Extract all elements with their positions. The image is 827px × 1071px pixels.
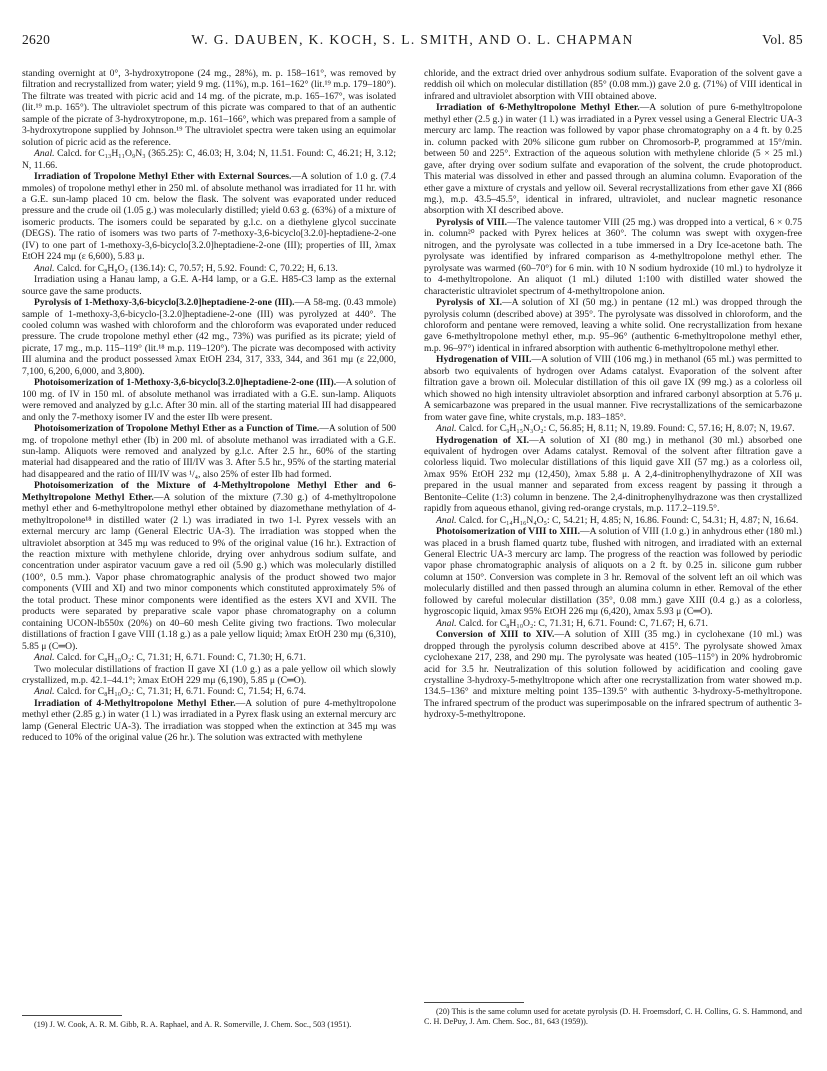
paragraph — [22, 171, 396, 263]
section-heading: Irradiation of 6-Methyltropolone Methyl Ether. — [436, 102, 640, 114]
section-heading: Pyrolysis of 1-Methoxy-3,6-bicyclo[3.2.0]heptadiene-2-one (III). — [34, 297, 295, 309]
paragraph — [22, 664, 396, 687]
analysis-label: Anal. — [34, 686, 55, 698]
paragraph-text: —A solution of VIII (106 mg.) in methanol (65 ml.) was permitted to absorb two equivalents of hydrogen over Adams catalyst. Evaporation of the solvent after filtration gave a brown oil. Molecular distillation of this oil gave IX (99 mg.) as a colorless oil which showed no high intensity ultraviolet absorption and infrared carbonyl absorption at 5.76 μ. A semicarbazone was prepared in the usual manner. Five recrystallizations of the semicarbazone from water gave fine, white crystals, m.p. 183–185°. — [424, 354, 802, 423]
paragraph-text: Calcd. for C₈H₁₀O₂: C, 71.31; H, 6.71. Found: C, 71.30; H, 6.71. — [54, 652, 306, 664]
paragraph-text: —A 58-mg. (0.43 mmole) sample of 1-methoxy-3,6-bicyclo-[3.2.0]heptadiene-2-one (III) was pyrolyzed at 440°. The cooled column was washed with chloroform and the chloroform was evaporated under reduced pressure. The crude tropolone methyl ether (42 mg., 73%) was purified as its picrate; yield of picrate, 17 mg., m.p. 115–119° (lit.¹⁸ m.p. 119–120°). The picrate was decomposed with activity III alumina and the product possessed λmax EtOH 234, 317, 333, 344, and 361 mμ (ε 22,000, 7,100, 6,200, 6,000, and 3,800). — [22, 297, 396, 377]
paragraph — [424, 515, 802, 526]
paragraph-text: —A solution of 100 mg. of IV in 150 ml. of absolute methanol was irradiated with a G.E. sun-lamp. Aliquots were removed and analyzed by g.l.c. After 30 min. all of the starting material III had disappeared and only the 7-methoxy isomer IV and the ester IIb were present. — [22, 377, 397, 423]
section-heading: Hydrogenation of XI. — [436, 434, 530, 446]
paragraph — [424, 423, 802, 434]
analysis-label: Anal. — [34, 652, 55, 664]
paragraph — [424, 102, 802, 217]
analysis-label: Anal. — [34, 148, 55, 160]
analysis-label: Anal. — [436, 617, 457, 629]
paragraph — [22, 263, 396, 274]
paragraph — [424, 354, 802, 423]
analysis-label: Anal. — [34, 262, 55, 274]
paragraph-text: Calcd. for C₉H₁₅N₃O₂: C, 56.85; H, 8.11; N, 19.89. Found: C, 57.16; H, 8.07; N, 19.67. — [456, 423, 795, 435]
footnote-rule-left — [22, 1015, 122, 1016]
paragraph — [22, 480, 396, 652]
footnote-19: (19) J. W. Cook, A. R. M. Gibb, R. A. Raphael, and A. R. Somerville, J. Chem. Soc., 503 (1951). — [34, 1020, 352, 1029]
paragraph-text: —A solution of XI (80 mg.) in methanol (30 ml.) absorbed one equivalent of hydrogen over Adams catalyst. Removal of the solvent after filtration gave a colorless liquid. Two molecular distillations of this liquid gave XII (57 mg.) as a colorless oil, λmax 95% EtOH 232 mμ (12,450), λmax 5.88 μ. A 2,4-dinitrophenylhydrazone of XII was prepared in the usual manner and separated from excess reagent by passing it through a Bentonite–Celite (1:3) column in benzene. The 2,4-dinitrophenylhydrazone was then crystallized rapidly from aqueous ethanol, giving red-orange crystals, m.p. 117.2–119.5°. — [424, 434, 802, 515]
paragraph — [424, 526, 802, 618]
paragraph-text: chloride, and the extract dried over anhydrous sodium sulfate. Evaporation of the solvent gave a reddish oil which on molecular distillation (85° (0.08 mm.)) gave 2.0 g. (71%) of VIII identical in infrared and ultraviolet absorption with VIII obtained above. — [424, 68, 802, 102]
paragraph-text: —A solution of 500 mg. of tropolone methyl ether (Ib) in 200 ml. of absolute methanol was irradiated with a G.E. sun-lamp. Aliquots were removed and analyzed by g.l.c. After 2.5 hr., 60% of the starting material had disappeared and the ratio of III/IV was 3. After 5.5 hr., 95% of the starting material had disappeared and the ratio of III/IV was ¹/₄, also 25% of ester IIb had formed. — [22, 423, 396, 480]
footnote-left — [22, 1020, 396, 1030]
paragraph — [424, 68, 802, 102]
page-header — [22, 32, 803, 54]
paragraph — [424, 618, 802, 629]
paragraph — [424, 629, 802, 721]
paragraph-text: —A solution of the mixture (7.30 g.) of 4-methyltropolone methyl ether and 6-methyltropolone methyl ether obtained by diazomethane methylation of 4-methyltropolone¹⁸ in distilled water (2 l.) was irradiated in two 1-l. Pyrex vessels with an external mercury arc lamp (General Electric UA-3). The irradiation was stopped when the ultraviolet absorption at 345 mμ was reduced to 9% of the original value (16 hr.). Extraction of the reaction mixture with methylene chloride, drying over anhydrous sodium sulfate, and concentration under aspirator vacuum gave a red oil (5.90 g.) which was molecularly distilled (100°, 0.5 mm.). Vapor phase chromatographic analysis of the product showed two major components (VIII and XI) and two minor components which constituted approximately 5% of the total product. These minor components were identified as the esters XVI and XVII. The products were separated by preparative scale vapor phase chromatography on a column containing UCON-lb550x (20%) on 40–60 mesh Celite giving two fractions. Two molecular distillations of fraction I gave VIII (1.18 g.) as a pale yellow liquid; λmax EtOH 230 mμ (6,310), 5.85 μ (C═O). — [22, 491, 396, 652]
paragraph-text: Calcd. for C₈H₁₀O₂: C, 71.31; H, 6.71. Found: C, 71.54; H, 6.74. — [54, 686, 306, 698]
paragraph — [424, 435, 802, 515]
paragraph — [22, 652, 396, 663]
section-heading: Pyrolysis of VIII. — [436, 216, 508, 228]
footnote-20: (20) This is the same column used for acetate pyrolysis (D. H. Froemsdorf, C. H. Collins, G. S. Hammond, and C. H. DePuy, J. Am. Chem. Soc., 81, 643 (1959)). — [424, 1007, 802, 1026]
paragraph-text: Calcd. for C₁₄H₁₆N₄O₅: C, 54.21; H, 4.85; N, 16.86. Found: C, 54.31; H, 4.87; N, 16.64. — [456, 514, 799, 526]
paragraph-text: Calcd. for C₈H₈O₂ (136.14): C, 70.57; H, 5.92. Found: C, 70.22; H, 6.13. — [54, 262, 338, 274]
paragraph-text: —A solution of XI (50 mg.) in pentane (12 ml.) was dropped through the pyrolysis column (described above) at 395°. The pyrolysate was dissolved in chloroform, and the chloroform and pentane were removed, leaving a white solid. One recrystallization from hexane gave 6-methyltropolone methyl ether, m.p. 95–96° (authentic 6-methyltropolone methyl ether, m.p. 96–97°) identical in infrared absorption with authentic 6-methyltropolone methyl ether. — [424, 297, 803, 354]
page-number: 2620 — [22, 32, 51, 47]
paragraph-text: Two molecular distillations of fraction II gave XI (1.0 g.) as a pale yellow oil which slowly crystallized, m.p. 42.1–44.1°; λmax EtOH 229 mμ (6,190), 5.85 μ (C═O). — [22, 663, 396, 687]
section-heading: Pyrolysis of XI. — [436, 297, 502, 309]
volume-label: Vol. 85 — [762, 32, 803, 47]
section-heading: Photoisomerization of the Mixture of 4-Methyltropolone Methyl Ether and 6-Methyltropolone Methyl Ether. — [22, 480, 396, 503]
right-column — [424, 68, 802, 721]
section-heading: Irradiation of Tropolone Methyl Ether with External Sources. — [34, 171, 292, 183]
paragraph-text: standing overnight at 0°, 3-hydroxytropone (24 mg., 28%), m. p. 158–161°, was removed by filtration and recrystallized from water; yield 9 mg. (11%), m.p. 161–162° (lit.¹⁹ m.p. 179–180°). The filtrate was treated with picric acid and 14 mg. of the picrate, m.p. 165–167°, was isolated (lit.¹⁹ m.p. 165°). The ultraviolet spectrum of this picrate was compared to that of an authentic sample of the picrate of 3-hydroxytropone, m.p. 161–166°, which was prepared from a sample of 3-hydroxytropone supplied by Johnson.¹⁹ The ultraviolet spectra were taken using an equimolar solution of picric acid as the reference. — [22, 68, 396, 148]
section-heading: Hydrogenation of VIII. — [436, 354, 532, 366]
paragraph-text: —A solution of 1.0 g. (7.4 mmoles) of tropolone methyl ether in 250 ml. of absolute methanol was irradiated for 11 hr. with a G.E. sun-lamp placed 10 cm. below the flask. The solvent was evaporated under reduced pressure and the crude oil (1.05 g.) was molecularly distilled; yield 0.63 g. (63%) of a mixture of isomeric products. The isomers could be separated by g.l.c. on a diethylene glycol succinate (DEGS). The ratio of isomers was two parts of 7-methoxy-3,6-bicyclo[3.2.0]-heptadiene-2-one (IV) to one part of 1-methoxy-3,6-bicyclo[3.2.0]heptadiene-2-one (III); properties of III, λmax EtOH 224 mμ (ε 6,600), 5.83 μ. — [22, 171, 396, 263]
paragraph-text: —A solution of pure 6-methyltropolone methyl ether (2.5 g.) in water (1 l.) was irradiated in a Pyrex vessel using a General Electric UA-3 mercury arc lamp. The reaction was followed by vapor phase chromatography on a 4 ft. by 0.25 in. column packed with 20% silicone gum rubber on Chromosorb-P, programmed at 15°/min. between 50 and 225°. Extraction of the aqueous solution with methylene chloride (5 × 25 ml.) gave, after drying over sodium sulfate and evaporation of the solvent, the crude photoproduct. This material was dissolved in ether and passed through an alumina column. Evaporation of the ether gave a mixture of crystals and yellow oil. Several recrystallizations from ether gave XI (866 mg.), m.p. 43.5–45.5°, identical in infrared, ultraviolet, and nuclear magnetic resonance absorption with XI described above. — [424, 102, 802, 217]
paragraph — [424, 297, 802, 354]
left-column — [22, 68, 396, 744]
paragraph — [22, 686, 396, 697]
paragraph — [22, 148, 396, 171]
paragraph — [22, 297, 396, 377]
paragraph-text: —The valence tautomer VIII (25 mg.) was dropped into a vertical, 6 × 0.75 in. column²⁰ packed with Pyrex helices at 360°. The column was swept with oxygen-free nitrogen, and the pyrolysate was collected in a tube immersed in a Dry Ice-acetone bath. The pyrolysate was identified by infrared comparison as 4-methyltropolone methyl ether. The pyrolysate was warmed (60–70°) for 6 min. with 10 N sodium hydroxide (10 ml.) to hydrolyze it to 4-methyltropolone. An aliquot (1 ml.) diluted 1:100 with distilled water showed the characteristic ultraviolet spectrum of 4-methyltropolone anion. — [424, 216, 802, 297]
paragraph-text: Calcd. for C₈H₁₀O₂: C, 71.31; H, 6.71. Found: C, 71.67; H, 6.71. — [456, 617, 708, 629]
section-heading: Conversion of XIII to XIV. — [436, 629, 555, 641]
section-heading: Irradiation of 4-Methyltropolone Methyl Ether. — [34, 697, 236, 709]
section-heading: Photoisomerization of 1-Methoxy-3,6-bicyclo[3.2.0]heptadiene-2-one (III). — [34, 377, 337, 389]
analysis-label: Anal. — [436, 423, 457, 435]
section-heading: Photoisomerization of Tropolone Methyl Ether as a Function of Time. — [34, 423, 320, 435]
paragraph — [424, 217, 802, 297]
running-title: W. G. DAUBEN, K. KOCH, S. L. SMITH, AND O. L. CHAPMAN — [191, 32, 634, 47]
paragraph-text: —A solution of XIII (35 mg.) in cyclohexane (10 ml.) was dropped through the pyrolysis column described above at 415°. The pyrolysate showed λmax cyclohexane 217, 238, and 290 mμ. The pyrolysate was heated (105–115°) in 20% hydrobromic acid for 3.5 hr. Neutralization of this solution followed by acidification and cooling gave crystalline 3-hydroxy-5-methyltropone which after one recrystallization from water showed m.p. 134.5–136° and mixture melting point 135–139.5° with authentic 3-hydroxy-5-methyltropone. The infrared spectrum of the product was superimposable on the infrared spectrum of authentic 3-hydroxy-5-methyltropone. — [424, 629, 802, 721]
paragraph-text: Irradiation using a Hanau lamp, a G.E. A-H4 lamp, or a G.E. H85-C3 lamp as the external source gave the same products. — [22, 274, 396, 297]
footnote-rule-right — [424, 1002, 524, 1003]
paragraph — [22, 423, 396, 480]
paragraph-text: —A solution of pure 4-methyltropolone methyl ether (2.85 g.) in water (1 l.) was irradiated in a Pyrex flask using an external mercury arc lamp (General Electric UA-3). The irradiation was stopped when the extinction at 345 mμ was reduced to 10% of the original value (26 hr.). The solution was extracted with methylene — [22, 697, 396, 744]
paragraph — [22, 698, 396, 744]
footnote-right — [424, 1007, 802, 1027]
paragraph — [22, 68, 396, 148]
paragraph — [22, 377, 396, 423]
paragraph-text: Calcd. for C₁₃H₁₁O₉N₃ (365.25): C, 46.03; H, 3.04; N, 11.51. Found: C, 46.21; H, 3.12; N, 11.66. — [22, 148, 396, 171]
paragraph-text: —A solution of VIII (1.0 g.) in anhydrous ether (180 ml.) was placed in a brush flamed quartz tube, flushed with nitrogen, and irradiated with an external General Electric UA-3 mercury arc lamp. The progress of the reaction was followed by periodic vapor phase chromatographic analysis of aliquots on a 2 ft. by 0.25 in. silicone gum rubber column at 150°. Conversion was complete in 3 hr. Removal of the solvent left an oil which was molecularly distilled and then passed through an alumina column in ether. Removal of the ether followed by careful molecular distillation (35°, 0.08 mm.) gave XIII (0.4 g.) as a colorless, hygroscopic liquid, λmax 95% EtOH 226 mμ (6,420), λmax 5.93 μ (C═O). — [424, 526, 802, 618]
paragraph — [22, 274, 396, 297]
section-heading: Photoisomerization of VIII to XIII. — [436, 526, 580, 538]
analysis-label: Anal. — [436, 514, 457, 526]
